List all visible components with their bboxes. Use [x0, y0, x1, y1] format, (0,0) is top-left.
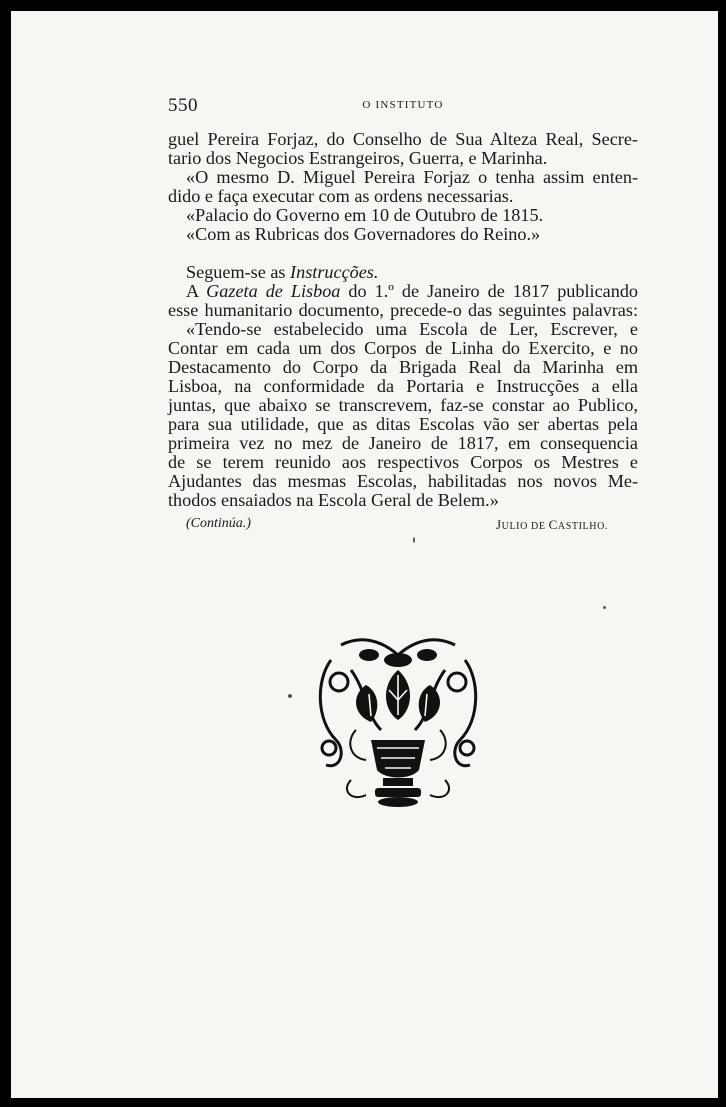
text-line: thodos ensaiados na Escola Geral de Belem.»: [168, 490, 499, 510]
text-line: Lisboa, na conformidade da Portaria e Instrucções a ella: [168, 376, 638, 396]
text-line: «Com as Rubricas dos Governadores do Reino.»: [186, 224, 541, 244]
page-number: 550: [168, 95, 198, 116]
text-line: «O mesmo D. Miguel Pereira Forjaz o tenha assim enten-: [186, 167, 638, 187]
author-surname-initial: C: [548, 517, 558, 532]
author-surname-rest: ASTILHO.: [557, 521, 608, 532]
floral-vase-ornament-icon: [311, 630, 485, 810]
gazeta-title: Gazeta de Lisboa: [206, 281, 341, 301]
text-line: Contar em cada um dos Corpos de Linha do Exercito, e no: [168, 338, 638, 358]
author-initial: J: [495, 517, 502, 532]
seguem-text: Seguem-se as: [186, 262, 291, 282]
text-line: «Tendo-se estabelecido uma Escola de Ler, Escrever, e: [186, 319, 638, 339]
text-line: primeira vez no mez de Janeiro de 1817, em consequencia: [168, 433, 638, 453]
text-line: juntas, que abaixo se transcrevem, faz-se constar ao Publico,: [168, 395, 638, 415]
text-line: de se terem reunido aos respectivos Corpos os Mestres e: [168, 452, 638, 472]
text-line: «Palacio do Governo em 10 de Outubro de 1815.: [186, 205, 544, 225]
gazeta-rest: do 1.º de Janeiro de 1817 publicando: [340, 281, 639, 301]
gazeta-prefix: A: [186, 281, 207, 301]
author-firstname-rest: ULIO DE: [501, 521, 549, 532]
text-line: Ajudantes das mesmas Escolas, habilitadas nos novos Me-: [168, 471, 638, 491]
running-title: O INSTITUTO: [362, 99, 444, 111]
text-line: para sua utilidade, que as ditas Escolas vão ser abertas pela: [168, 414, 638, 434]
instrucoes-italic: Instrucções.: [290, 262, 379, 282]
text-line: esse humanitario documento, precede-o das seguintes palavras:: [168, 300, 638, 320]
print-speck: [288, 694, 292, 698]
text-line: [168, 282, 638, 301]
article-footer: [168, 516, 638, 536]
text-line: [168, 263, 638, 282]
body-text: [168, 130, 638, 510]
author-signature: [496, 517, 608, 533]
text-line: dido e faça executar com as ordens necessarias.: [168, 186, 514, 206]
continua-note: (Continúa.): [186, 516, 251, 531]
page-header: [168, 95, 638, 119]
print-speck: [413, 537, 415, 543]
print-speck: [603, 606, 606, 609]
text-line: tario dos Negocios Estrangeiros, Guerra, e Marinha.: [168, 148, 548, 168]
text-line: guel Pereira Forjaz, do Conselho de Sua Alteza Real, Secre-: [168, 129, 638, 149]
paragraph-gap: [168, 244, 638, 263]
text-line: Destacamento do Corpo da Brigada Real da Marinha em: [168, 357, 638, 377]
